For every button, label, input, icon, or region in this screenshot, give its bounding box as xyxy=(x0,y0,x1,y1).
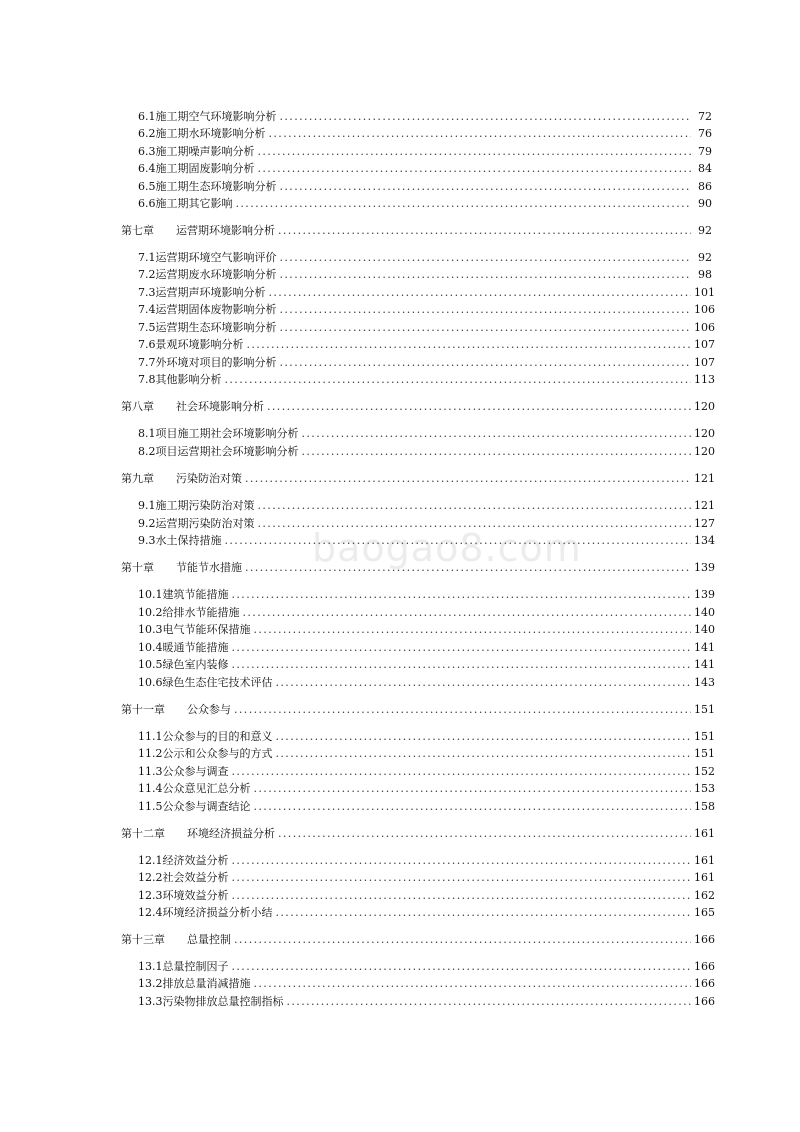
toc-entry-number: 11.1 xyxy=(138,730,163,743)
toc-entry-number: 6.3 xyxy=(138,145,156,158)
dot-leader xyxy=(280,356,692,370)
toc-entry-page: 166 xyxy=(694,960,715,973)
toc-section-entry[interactable] xyxy=(138,445,715,459)
toc-entry-page: 84 xyxy=(698,162,712,175)
toc-entry-title: 运营期固体废物影响分析 xyxy=(155,303,277,316)
toc-entry-page: 120 xyxy=(694,400,715,413)
toc-entry-page: 106 xyxy=(694,303,715,316)
toc-entry-number: 第十二章 xyxy=(121,827,165,840)
toc-entry-number: 6.5 xyxy=(138,180,156,193)
toc-entry-page: 165 xyxy=(694,906,715,919)
toc-entry-number: 10.3 xyxy=(138,623,163,636)
toc-section-entry[interactable] xyxy=(138,889,715,903)
toc-entry-title: 经济效益分析 xyxy=(162,854,229,867)
toc-section-entry[interactable] xyxy=(138,127,712,141)
toc-entry-page: 166 xyxy=(694,933,715,946)
toc-entry-page: 127 xyxy=(694,517,715,530)
toc-section-entry[interactable] xyxy=(138,623,715,637)
toc-entry-title: 施工期空气环境影响分析 xyxy=(155,110,277,123)
toc-entry-number: 10.6 xyxy=(138,676,163,689)
toc-entry-page: 161 xyxy=(694,827,715,840)
toc-entry-title: 社会效益分析 xyxy=(162,871,229,884)
toc-entry-page: 139 xyxy=(694,588,715,601)
toc-chapter-entry[interactable] xyxy=(121,472,715,486)
toc-entry-page: 86 xyxy=(698,180,712,193)
toc-entry-page: 106 xyxy=(694,321,715,334)
toc-entry-page: 161 xyxy=(694,871,715,884)
toc-entry-number: 第八章 xyxy=(121,400,154,413)
toc-entry-title: 公众参与调查 xyxy=(162,765,229,778)
dot-leader xyxy=(276,676,692,690)
toc-chapter-entry[interactable] xyxy=(121,933,715,947)
toc-entry-title: 项目运营期社会环境影响分析 xyxy=(155,445,299,458)
toc-entry-number: 9.2 xyxy=(138,517,156,530)
dot-leader xyxy=(232,658,692,672)
toc-entry-number: 10.4 xyxy=(138,641,163,654)
toc-chapter-entry[interactable] xyxy=(121,703,715,717)
toc-entry-page: 76 xyxy=(698,127,712,140)
toc-section-entry[interactable] xyxy=(138,676,715,690)
toc-entry-title: 运营期声环境影响分析 xyxy=(155,286,266,299)
toc-entry-page: 120 xyxy=(694,445,715,458)
toc-entry-number: 11.4 xyxy=(138,782,163,795)
toc-entry-number: 6.4 xyxy=(138,162,156,175)
dot-leader xyxy=(280,268,692,282)
toc-section-entry[interactable] xyxy=(138,373,715,387)
dot-leader xyxy=(232,889,692,903)
toc-section-entry[interactable] xyxy=(138,197,712,211)
toc-entry-title: 运营期废水环境影响分析 xyxy=(155,268,277,281)
toc-entry-number: 9.3 xyxy=(138,534,156,547)
toc-entry-page: 101 xyxy=(694,286,715,299)
toc-section-entry[interactable] xyxy=(138,588,715,602)
toc-section-entry[interactable] xyxy=(138,782,715,796)
toc-entry-number: 11.2 xyxy=(138,747,163,760)
toc-entry-title: 环境经济损益分析小结 xyxy=(162,906,273,919)
toc-entry-title: 施工期固废影响分析 xyxy=(155,162,255,175)
dot-leader xyxy=(276,730,692,744)
toc-entry-title: 景观环境影响分析 xyxy=(155,338,244,351)
dot-leader xyxy=(269,127,692,141)
toc-entry-page: 79 xyxy=(698,145,712,158)
toc-entry-title: 排放总量消减措施 xyxy=(162,977,251,990)
toc-entry-number: 10.5 xyxy=(138,658,163,671)
toc-entry-number: 11.5 xyxy=(138,800,163,813)
toc-section-entry[interactable] xyxy=(138,977,715,991)
toc-entry-number: 7.8 xyxy=(138,373,156,386)
dot-leader xyxy=(278,827,691,841)
dot-leader xyxy=(254,800,692,814)
toc-entry-page: 139 xyxy=(694,561,715,574)
toc-entry-number: 7.6 xyxy=(138,338,156,351)
toc-entry-number: 13.3 xyxy=(138,995,163,1008)
toc-section-entry[interactable] xyxy=(138,995,715,1009)
dot-leader xyxy=(245,472,691,486)
toc-entry-page: 107 xyxy=(694,356,715,369)
dot-leader xyxy=(254,623,692,637)
toc-section-entry[interactable] xyxy=(138,356,715,370)
toc-section-entry[interactable] xyxy=(138,338,715,352)
toc-section-entry[interactable] xyxy=(138,286,715,300)
toc-entry-title: 环境效益分析 xyxy=(162,889,229,902)
toc-entry-page: 140 xyxy=(694,606,715,619)
dot-leader xyxy=(232,588,692,602)
toc-entry-title: 绿色室内装修 xyxy=(162,658,229,671)
toc-entry-title: 给排水节能措施 xyxy=(162,606,240,619)
toc-entry-title: 节能节水措施 xyxy=(176,561,242,574)
toc-entry-number: 12.3 xyxy=(138,889,163,902)
toc-entry-number: 7.4 xyxy=(138,303,156,316)
toc-entry-title: 施工期污染防治对策 xyxy=(155,499,255,512)
dot-leader xyxy=(280,110,692,124)
toc-section-entry[interactable] xyxy=(138,180,712,194)
toc-entry-number: 7.2 xyxy=(138,268,156,281)
toc-entry-title: 运营期污染防治对策 xyxy=(155,517,255,530)
toc-entry-page: 107 xyxy=(694,338,715,351)
toc-section-entry[interactable] xyxy=(138,641,715,655)
toc-entry-title: 电气节能环保措施 xyxy=(162,623,251,636)
toc-entry-page: 166 xyxy=(694,977,715,990)
dot-leader xyxy=(236,197,692,211)
dot-leader xyxy=(225,373,692,387)
watermark: baogao8.com xyxy=(312,526,582,570)
dot-leader xyxy=(232,854,692,868)
toc-entry-number: 11.3 xyxy=(138,765,163,778)
toc-section-entry[interactable] xyxy=(138,162,712,176)
toc-entry-number: 6.2 xyxy=(138,127,156,140)
toc-chapter-entry[interactable] xyxy=(121,224,712,238)
dot-leader xyxy=(267,400,691,414)
dot-leader xyxy=(287,995,692,1009)
dot-leader xyxy=(234,703,691,717)
toc-entry-title: 施工期噪声影响分析 xyxy=(155,145,255,158)
dot-leader xyxy=(280,251,692,265)
toc-entry-number: 13.2 xyxy=(138,977,163,990)
toc-entry-page: 158 xyxy=(694,800,715,813)
toc-entry-title: 水土保持措施 xyxy=(155,534,222,547)
toc-section-entry[interactable] xyxy=(138,871,715,885)
toc-entry-page: 141 xyxy=(694,641,715,654)
toc-entry-number: 8.2 xyxy=(138,445,156,458)
toc-section-entry[interactable] xyxy=(138,747,715,761)
dot-leader xyxy=(234,933,691,947)
toc-entry-title: 暖通节能措施 xyxy=(162,641,229,654)
toc-entry-number: 9.1 xyxy=(138,499,156,512)
toc-section-entry[interactable] xyxy=(138,268,712,282)
toc-entry-title: 运营期环境空气影响评价 xyxy=(155,251,277,264)
toc-entry-page: 92 xyxy=(698,224,712,237)
toc-entry-number: 8.1 xyxy=(138,427,156,440)
toc-entry-page: 161 xyxy=(694,854,715,867)
toc-entry-number: 13.1 xyxy=(138,960,163,973)
toc-section-entry[interactable] xyxy=(138,303,715,317)
dot-leader xyxy=(232,871,692,885)
toc-entry-page: 92 xyxy=(698,251,712,264)
toc-entry-number: 6.1 xyxy=(138,110,156,123)
toc-section-entry[interactable] xyxy=(138,800,715,814)
toc-entry-page: 153 xyxy=(694,782,715,795)
toc-entry-number: 12.2 xyxy=(138,871,163,884)
toc-entry-page: 121 xyxy=(694,472,715,485)
toc-entry-title: 绿色生态住宅技术评估 xyxy=(162,676,273,689)
toc-section-entry[interactable] xyxy=(138,960,715,974)
toc-entry-page: 152 xyxy=(694,765,715,778)
toc-entry-title: 社会环境影响分析 xyxy=(176,400,264,413)
toc-entry-number: 10.2 xyxy=(138,606,163,619)
dot-leader xyxy=(302,445,692,459)
toc-entry-number: 6.6 xyxy=(138,197,156,210)
toc-section-entry[interactable] xyxy=(138,321,715,335)
toc-section-entry[interactable] xyxy=(138,765,715,779)
toc-entry-page: 90 xyxy=(698,197,712,210)
dot-leader xyxy=(258,145,692,159)
toc-entry-page: 166 xyxy=(694,995,715,1008)
toc-section-entry[interactable] xyxy=(138,499,715,513)
toc-entry-number: 12.1 xyxy=(138,854,163,867)
toc-entry-number: 7.5 xyxy=(138,321,156,334)
dot-leader xyxy=(232,960,692,974)
toc-entry-page: 141 xyxy=(694,658,715,671)
toc-chapter-entry[interactable] xyxy=(121,400,715,414)
toc-entry-number: 第十一章 xyxy=(121,703,165,716)
dot-leader xyxy=(280,303,692,317)
toc-entry-page: 120 xyxy=(694,427,715,440)
toc-entry-page: 134 xyxy=(694,534,715,547)
toc-section-entry[interactable] xyxy=(138,906,715,920)
toc-section-entry[interactable] xyxy=(138,606,715,620)
toc-entry-page: 151 xyxy=(694,703,715,716)
dot-leader xyxy=(247,338,692,352)
toc-entry-page: 98 xyxy=(698,268,712,281)
dot-leader xyxy=(276,747,692,761)
toc-entry-page: 72 xyxy=(698,110,712,123)
toc-entry-title: 环境经济损益分析 xyxy=(187,827,275,840)
toc-entry-title: 污染防治对策 xyxy=(176,472,242,485)
toc-entry-title: 运营期环境影响分析 xyxy=(176,224,275,237)
toc-entry-title: 建筑节能措施 xyxy=(162,588,229,601)
toc-section-entry[interactable] xyxy=(138,854,715,868)
toc-entry-page: 151 xyxy=(694,730,715,743)
dot-leader xyxy=(254,782,692,796)
toc-entry-title: 公众参与调查结论 xyxy=(162,800,251,813)
dot-leader xyxy=(276,906,692,920)
toc-entry-number: 7.1 xyxy=(138,251,156,264)
toc-entry-number: 第十章 xyxy=(121,561,154,574)
toc-entry-number: 10.1 xyxy=(138,588,163,601)
toc-section-entry[interactable] xyxy=(138,251,712,265)
toc-entry-title: 总量控制 xyxy=(187,933,231,946)
toc-entry-number: 12.4 xyxy=(138,906,163,919)
toc-section-entry[interactable] xyxy=(138,110,712,124)
toc-entry-title: 施工期水环境影响分析 xyxy=(155,127,266,140)
toc-section-entry[interactable] xyxy=(138,145,712,159)
toc-section-entry[interactable] xyxy=(138,658,715,672)
toc-entry-page: 121 xyxy=(694,499,715,512)
dot-leader xyxy=(254,977,692,991)
toc-entry-page: 140 xyxy=(694,623,715,636)
toc-entry-number: 7.3 xyxy=(138,286,156,299)
dot-leader xyxy=(243,606,692,620)
dot-leader xyxy=(280,321,692,335)
toc-entry-page: 113 xyxy=(694,373,715,386)
toc-section-entry[interactable] xyxy=(138,427,715,441)
toc-entry-number: 第九章 xyxy=(121,472,154,485)
toc-entry-page: 143 xyxy=(694,676,715,689)
toc-entry-title: 运营期生态环境影响分析 xyxy=(155,321,277,334)
toc-entry-title: 公示和公众参与的方式 xyxy=(162,747,273,760)
toc-entry-title: 公众意见汇总分析 xyxy=(162,782,251,795)
toc-entry-title: 其他影响分析 xyxy=(155,373,222,386)
toc-entry-title: 公众参与的目的和意义 xyxy=(162,730,273,743)
dot-leader xyxy=(258,162,692,176)
toc-entry-title: 公众参与 xyxy=(187,703,231,716)
toc-entry-page: 162 xyxy=(694,889,715,902)
toc-entry-number: 7.7 xyxy=(138,356,156,369)
dot-leader xyxy=(232,765,692,779)
toc-entry-title: 项目施工期社会环境影响分析 xyxy=(155,427,299,440)
dot-leader xyxy=(302,427,692,441)
dot-leader xyxy=(232,641,692,655)
toc-entry-title: 污染物排放总量控制指标 xyxy=(162,995,284,1008)
toc-entry-number: 第七章 xyxy=(121,224,154,237)
toc-entry-number: 第十三章 xyxy=(121,933,165,946)
dot-leader xyxy=(280,180,692,194)
toc-entry-title: 外环境对项目的影响分析 xyxy=(155,356,277,369)
toc-entry-title: 施工期生态环境影响分析 xyxy=(155,180,277,193)
toc-entry-title: 施工期其它影响 xyxy=(155,197,233,210)
toc-section-entry[interactable] xyxy=(138,730,715,744)
toc-chapter-entry[interactable] xyxy=(121,827,715,841)
toc-entry-title: 总量控制因子 xyxy=(162,960,229,973)
dot-leader xyxy=(278,224,691,238)
dot-leader xyxy=(269,286,692,300)
toc-entry-page: 151 xyxy=(694,747,715,760)
dot-leader xyxy=(258,499,692,513)
